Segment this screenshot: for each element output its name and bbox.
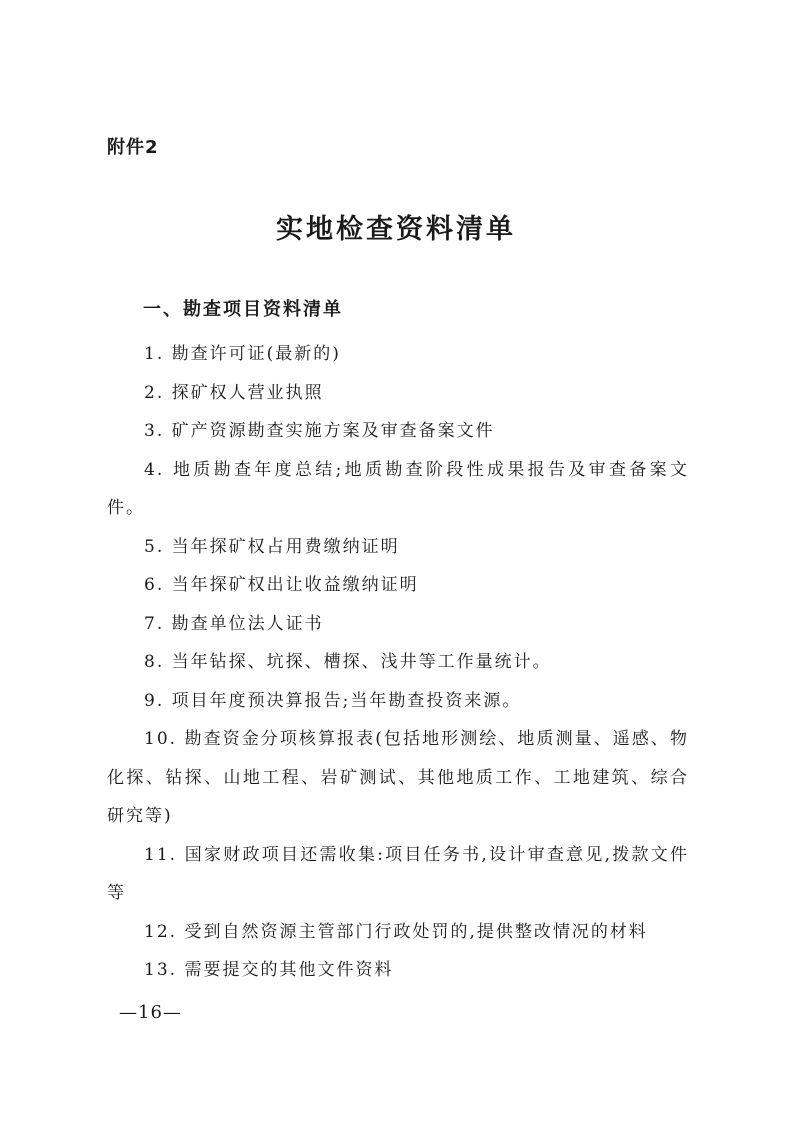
list-item: 10. 勘查资金分项核算报表(包括地形测绘、地质测量、遥感、物化探、钻探、山地工程、岩矿测试、其他地质工作、工地建筑、综合研究等): [107, 729, 689, 826]
page-number: —16—: [119, 1002, 182, 1023]
list-item: 7. 勘查单位法人证书: [144, 613, 324, 634]
list-item: 8. 当年钻探、坑探、槽探、浅井等工作量统计。: [144, 652, 552, 672]
list-item: 13. 需要提交的其他文件资料: [144, 960, 394, 980]
list-item: 2. 探矿权人营业执照: [144, 382, 324, 403]
list-item: 6. 当年探矿权出让收益缴纳证明: [144, 575, 419, 595]
list-item: 11. 国家财政项目还需收集:项目任务书,设计审查意见,拨款文件等: [107, 844, 689, 903]
list-item: 12. 受到自然资源主管部门行政处罚的,提供整改情况的材料: [144, 921, 648, 942]
list-item: 4. 地质勘查年度总结;地质勘查阶段性成果报告及审查备案文件。: [107, 459, 689, 518]
list-item: 9. 项目年度预决算报告;当年勘查投资来源。: [144, 690, 522, 711]
attachment-label: 附件2: [107, 137, 159, 158]
section-heading: 一、勘查项目资料清单: [143, 299, 343, 320]
document-list: [107, 335, 689, 990]
list-item: 3. 矿产资源勘查实施方案及审查备案文件: [144, 421, 495, 441]
page-title: 实地检查资料清单: [276, 214, 516, 245]
list-item: 1. 勘查许可证(最新的): [144, 344, 341, 364]
list-item: 5. 当年探矿权占用费缴纳证明: [144, 536, 400, 557]
